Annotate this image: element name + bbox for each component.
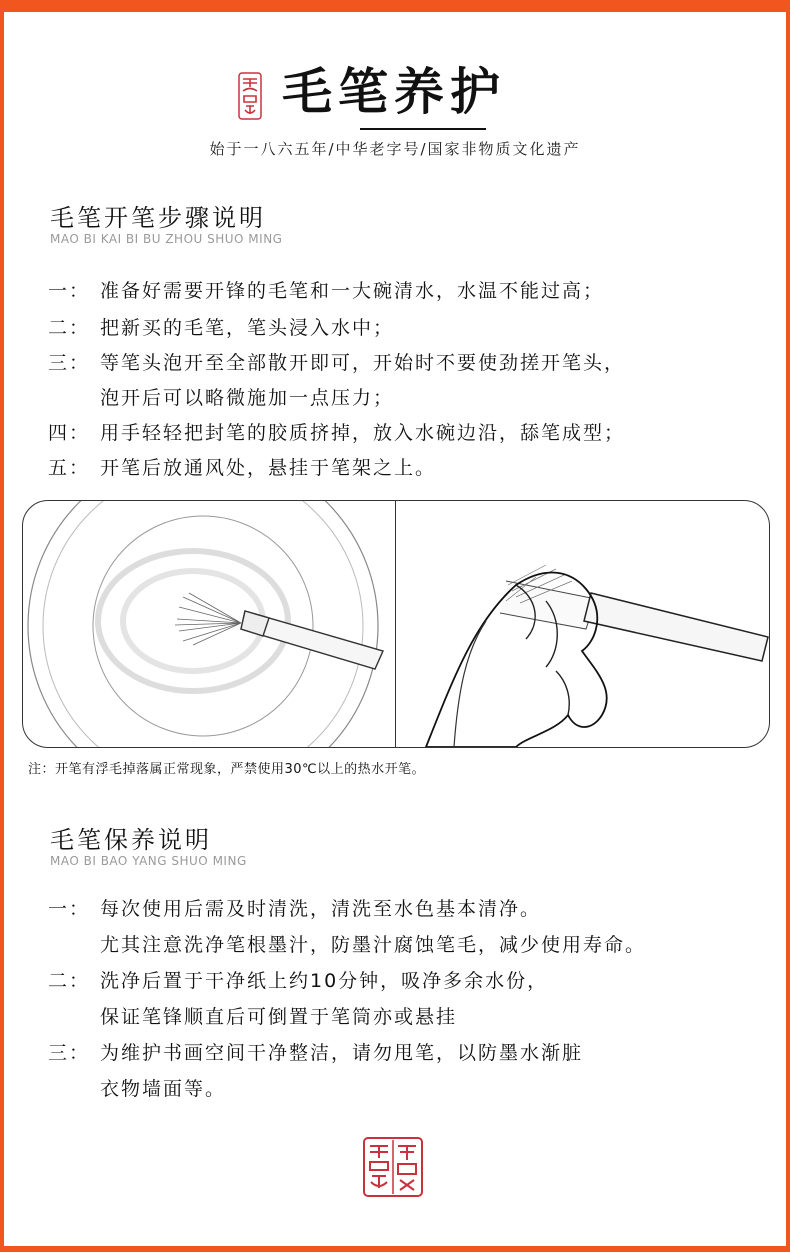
- care-steps-list: [48, 894, 646, 1110]
- opening-step-2: [48, 313, 625, 348]
- step-text: 保证笔锋顺直后可倒置于笔筒亦或悬挂: [100, 1006, 458, 1028]
- footer-seal-icon: [362, 1136, 424, 1198]
- step-number: 二：: [48, 317, 91, 339]
- step-number: 三：: [48, 1042, 91, 1064]
- opening-section-subtitle: MAO BI KAI BI BU ZHOU SHUO MING: [50, 232, 283, 246]
- opening-step-4: [48, 418, 625, 453]
- page-title: 毛笔养护: [282, 63, 506, 121]
- step-number: [48, 1074, 100, 1110]
- step-number: 五：: [48, 457, 91, 479]
- step-number: 三：: [48, 352, 91, 374]
- illustration-panel: [22, 500, 770, 748]
- step-number: 二：: [48, 970, 91, 992]
- step-text: 等笔头泡开至全部散开即可，开始时不要使劲搓开笔头，: [100, 352, 626, 374]
- step-text: 为维护书画空间干净整洁，请勿甩笔，以防墨水渐脏: [100, 1042, 584, 1064]
- step-text: 准备好需要开锋的毛笔和一大碗清水，水温不能过高；: [100, 280, 605, 302]
- opening-step-5: [48, 453, 625, 488]
- title-underline: [360, 128, 486, 130]
- opening-step-1: [48, 276, 625, 313]
- care-step-3-cont: [48, 1074, 646, 1110]
- step-number: 一：: [48, 898, 91, 920]
- step-text: 衣物墙面等。: [100, 1078, 227, 1100]
- orange-frame-bottom: [0, 1246, 790, 1252]
- opening-steps-list: [48, 276, 625, 488]
- step-number: [48, 383, 100, 418]
- care-section-title: 毛笔保养说明: [50, 826, 212, 854]
- step-text: 开笔后放通风处，悬挂于笔架之上。: [100, 457, 437, 479]
- step-text: 用手轻轻把封笔的胶质挤掉，放入水碗边沿，舔笔成型；: [100, 422, 626, 444]
- opening-step-3-cont: [48, 383, 625, 418]
- step-text: 洗净后置于干净纸上约10分钟，吸净多余水份，: [100, 970, 549, 992]
- step-number: [48, 1002, 100, 1038]
- step-text: 把新买的毛笔，笔头浸入水中；: [100, 317, 395, 339]
- header-seal-icon: [238, 72, 262, 120]
- opening-note: 注：开笔有浮毛掉落属正常现象，严禁使用30℃以上的热水开笔。: [28, 762, 426, 777]
- orange-frame-left: [0, 0, 4, 1252]
- hand-shaping-brush-illustration: [396, 501, 769, 747]
- tagline: 始于一八六五年/中华老字号/国家非物质文化遗产: [209, 140, 581, 158]
- care-step-3: [48, 1038, 646, 1074]
- brush-in-bowl-illustration: [23, 501, 395, 747]
- step-text: 尤其注意洗净笔根墨汁，防墨汁腐蚀笔毛，减少使用寿命。: [100, 934, 647, 956]
- care-step-2-cont: [48, 1002, 646, 1038]
- step-number: 四：: [48, 422, 91, 444]
- opening-section-title: 毛笔开笔步骤说明: [50, 204, 266, 232]
- care-step-1: [48, 894, 646, 930]
- opening-step-3: [48, 348, 625, 383]
- step-text: 每次使用后需及时清洗，清洗至水色基本清净。: [100, 898, 542, 920]
- orange-frame-top: [0, 0, 790, 12]
- step-number: 一：: [48, 280, 91, 302]
- step-number: [48, 930, 100, 966]
- care-step-1-cont: [48, 930, 646, 966]
- step-text: 泡开后可以略微施加一点压力；: [100, 387, 395, 409]
- care-step-2: [48, 966, 646, 1002]
- care-section-subtitle: MAO BI BAO YANG SHUO MING: [50, 854, 247, 868]
- orange-frame-right: [786, 0, 790, 1252]
